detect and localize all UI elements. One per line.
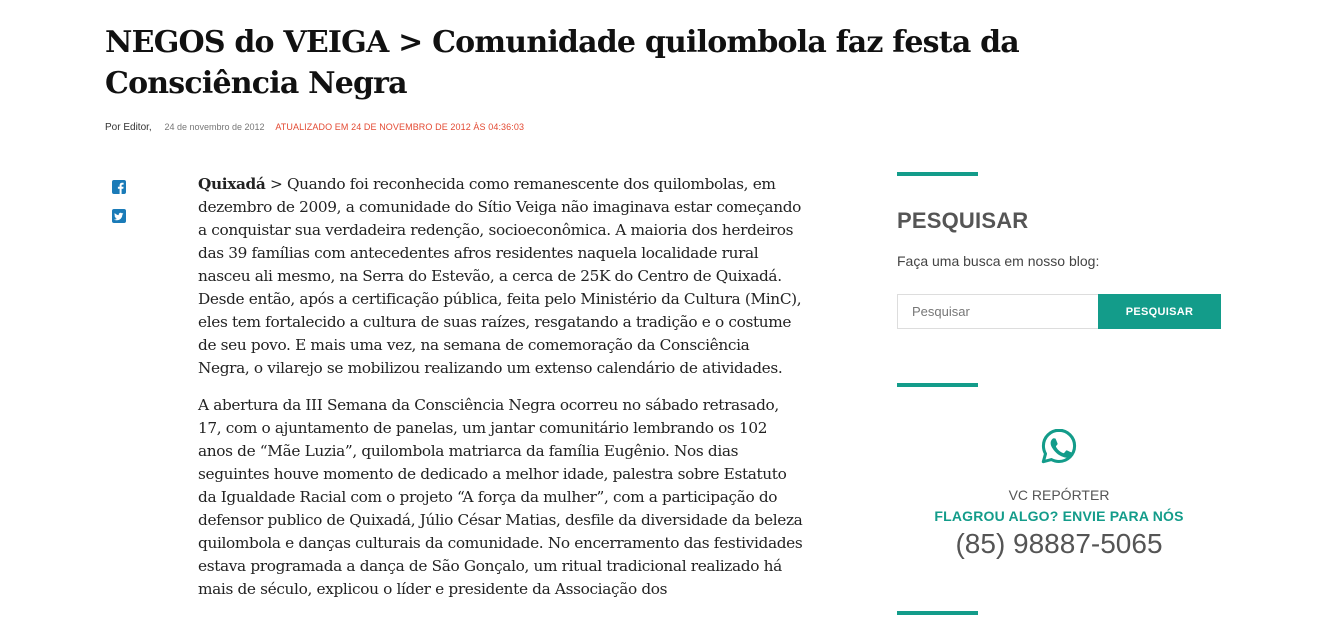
article-title: NEGOS do VEIGA > Comunidade quilombola faz festa da Consciência Negra xyxy=(105,25,1019,101)
twitter-glyph xyxy=(112,209,126,223)
reporter-phone-link[interactable]: (85) 98887-5065 xyxy=(955,528,1163,559)
byline-prefix: Por xyxy=(105,122,121,133)
article-paragraph xyxy=(198,173,803,380)
publish-date: 24 de novembro de 2012 xyxy=(164,122,265,132)
whatsapp-glyph xyxy=(1040,427,1078,465)
lead-place: Quixadá xyxy=(198,175,266,193)
byline xyxy=(105,122,524,133)
twitter-icon[interactable] xyxy=(112,209,126,223)
search-heading: PESQUISAR xyxy=(897,208,1029,233)
reporter-label: VC REPÓRTER xyxy=(1008,487,1110,503)
search-button[interactable]: PESQUISAR xyxy=(1098,294,1221,329)
section-divider xyxy=(897,172,978,176)
whatsapp-icon[interactable] xyxy=(1040,427,1078,465)
section-divider xyxy=(897,383,978,387)
facebook-glyph xyxy=(112,180,126,194)
byline-author[interactable]: Editor, xyxy=(123,122,152,133)
section-divider xyxy=(897,611,978,615)
reporter-cta: FLAGROU ALGO? ENVIE PARA NÓS xyxy=(934,508,1184,524)
article-body xyxy=(198,173,803,615)
article-paragraph: A abertura da III Semana da Consciência Negra ocorreu no sábado retrasado, 17, com o ajuntamento de panelas, um jantar comunitário lembrando os 102 anos de “Mãe Luzia”, quilombola matriarca da família Eugênio. Nos dias seguintes houve momento de dedicado a melhor idade, palestra sobre Estatuto da Igualdade Racial com o projeto “A força da mulher”, com a participação do defensor publico de Quixadá, Júlio César Matias, desfile da diversidade da beleza quilombola e danças culturais da comunidade. No encerramento das festividades estava programada a dança de São Gonçalo, um ritual tradicional realizado há mais de século, explicou o líder e presidente da Associação dos xyxy=(198,396,803,598)
search-description: Faça uma busca em nosso blog: xyxy=(897,253,1100,269)
updated-timestamp: ATUALIZADO EM 24 DE NOVEMBRO DE 2012 ÀS 04:36:03 xyxy=(275,122,525,132)
facebook-icon[interactable] xyxy=(112,180,126,194)
search-input[interactable] xyxy=(897,294,1098,329)
paragraph-text: > Quando foi reconhecida como remanescente dos quilombolas, em dezembro de 2009, a comunidade do Sítio Veiga não imaginava estar começando a conquistar sua verdadeira redenção, socioeconômica. A maioria dos herdeiros das 39 famílias com antecedentes afros residentes naquela localidade rural nasceu ali mesmo, na Serra do Estevão, a cerca de 25K do Centro de Quixadá. Desde então, após a certificação pública, feita pelo Ministério da Cultura (MinC), eles tem fortalecido a cultura de suas raízes, resgatando a tradição e o costume de seu povo. E mais uma vez, na semana de comemoração da Consciência Negra, o vilarejo se mobilizou realizando um extenso calendário de atividades. xyxy=(198,175,802,377)
